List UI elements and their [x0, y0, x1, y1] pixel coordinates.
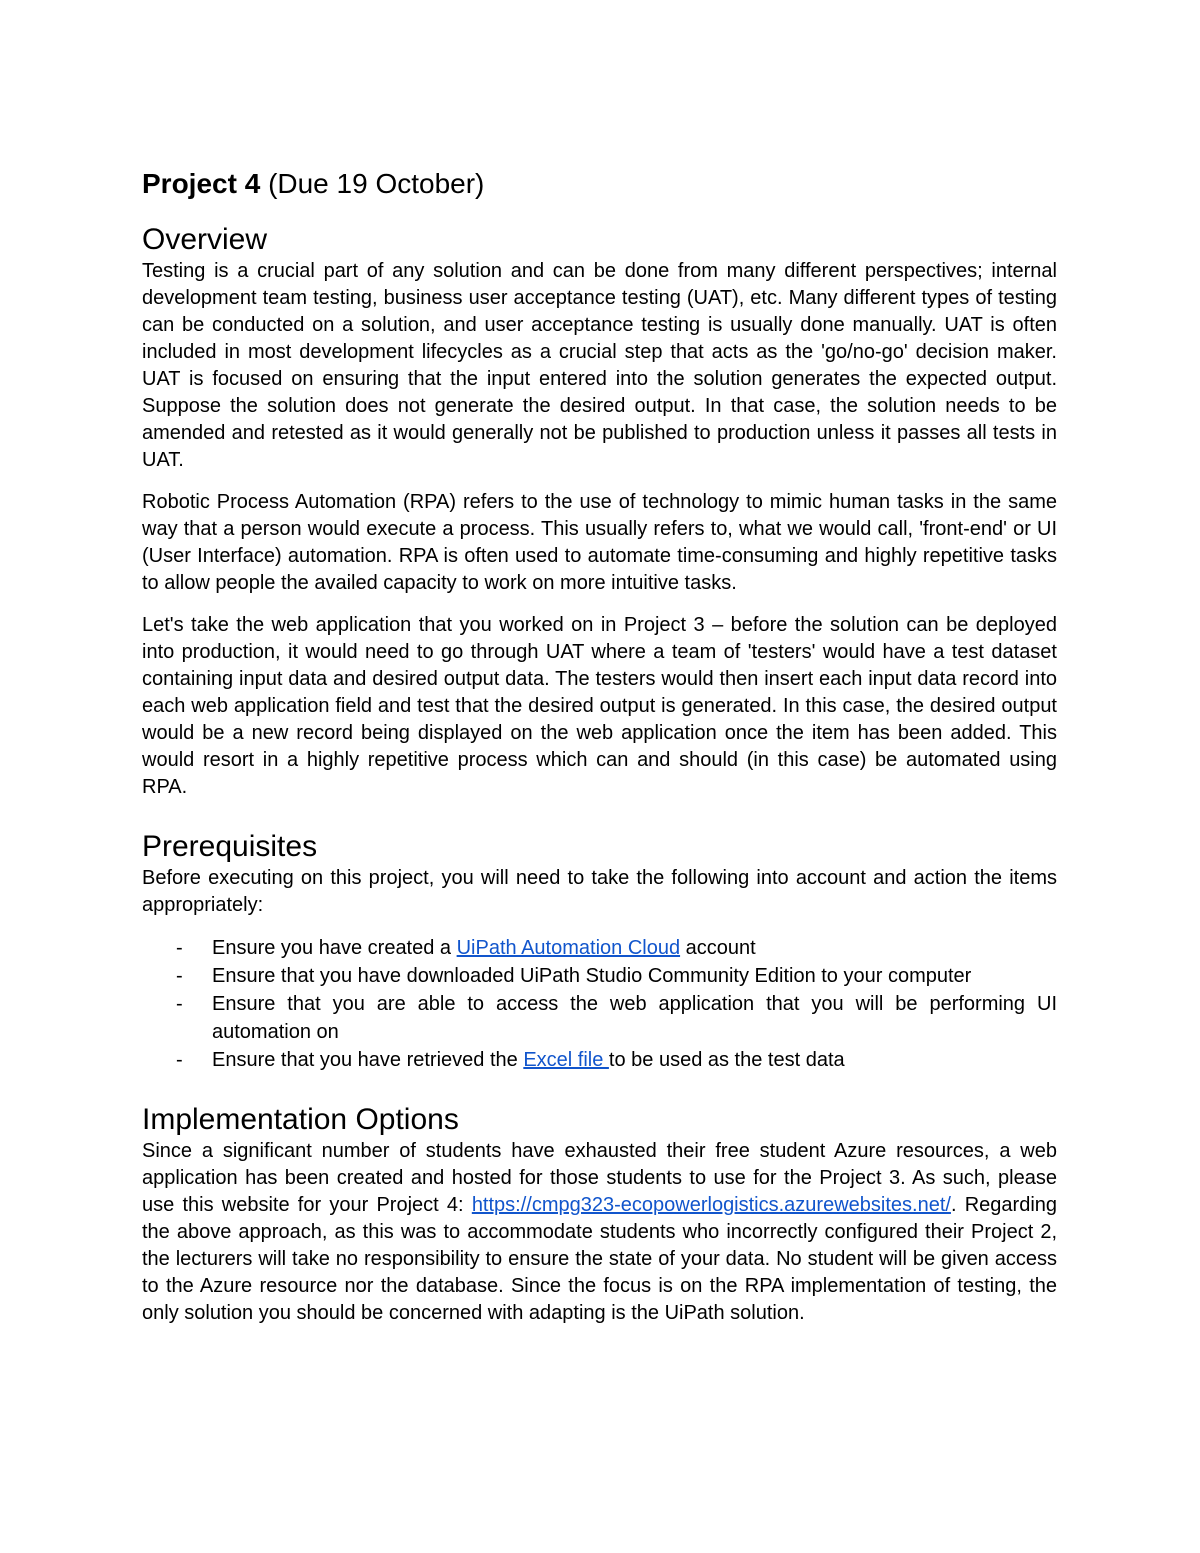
implementation-options-heading: Implementation Options — [142, 1103, 459, 1136]
uipath-automation-cloud-link[interactable]: UiPath Automation Cloud — [456, 937, 681, 959]
excel-file-link[interactable]: Excel file — [523, 1049, 609, 1071]
title-due-date: (Due 19 October) — [268, 168, 485, 199]
prerequisites-list — [142, 934, 1057, 1074]
overview-paragraph-2: Robotic Process Automation (RPA) refers to the use of technology to mimic human tasks in the same way that a person would execute a process. This usually refers to, what we would call, 'front-end' or UI (User Interface) automation. RPA is often used to automate time-consuming and highly repetitive tasks to allow people the availed capacity to work on more intuitive tasks. — [142, 491, 1057, 594]
list-item-text: account — [680, 937, 756, 959]
bullet-dash: - — [176, 965, 183, 987]
list-item — [142, 934, 1057, 962]
overview-heading: Overview — [142, 223, 268, 256]
document-title — [142, 166, 1057, 202]
list-item-text: Ensure that you have downloaded UiPath Studio Community Edition to your computer — [212, 965, 972, 987]
website-link[interactable]: https://cmpg323-ecopowerlogistics.azurewebsites.net/ — [471, 1194, 951, 1216]
list-item — [142, 962, 1057, 990]
list-item-text: Ensure that you are able to access the web application that you will be performing UI automation on — [212, 993, 1057, 1043]
implementation-text: . Regarding the above approach, as this was to accommodate students who incorrectly configured their Project 2, the lecturers will take no responsibility to ensure the state of your data. No student will be given access to the Azure resource nor the database. Since the focus is on the RPA implementation of testing, the only solution you should be concerned with adapting is the UiPath solution. — [142, 1194, 1058, 1324]
bullet-dash: - — [176, 937, 183, 959]
list-item — [142, 990, 1057, 1046]
list-item-text: to be used as the test data — [608, 1049, 845, 1071]
list-item — [142, 1046, 1057, 1074]
overview-paragraph-3: Let's take the web application that you worked on in Project 3 – before the solution can be deployed into production, it would need to go through UAT where a team of 'testers' would have a test dataset containing input data and desired output data. The testers would then insert each input data record into each web application field and test that the desired output is generated. In this case, the desired output would be a new record being displayed on the web application once the item has been added. This would resort in a highly repetitive process which can and should (in this case) be automated using RPA. — [142, 614, 1057, 798]
overview-paragraph-1: Testing is a crucial part of any solution and can be done from many different perspectives; internal development team testing, business user acceptance testing (UAT), etc. Many different types of testing can be conducted on a solution, and user acceptance testing is usually done manually. UAT is often included in most development lifecycles as a crucial step that acts as the 'go/no-go' decision maker. UAT is focused on ensuring that the input entered into the solution generates the expected output. Suppose the solution does not generate the desired output. In that case, the solution needs to be amended and retested as it would generally not be published to production unless it passes all tests in UAT. — [142, 260, 1057, 471]
implementation-text: Since a significant number of students have exhausted their free student Azure resources, a web application has been created and hosted for those students to use for the Project 3. As such, please use this website for your Project 4: — [142, 1140, 1057, 1216]
prerequisites-heading: Prerequisites — [142, 830, 318, 863]
document-page — [142, 166, 1057, 1327]
bullet-dash: - — [176, 1049, 183, 1071]
list-item-text: Ensure you have created a — [212, 937, 457, 959]
bullet-dash: - — [176, 993, 183, 1015]
implementation-paragraph — [142, 1138, 1057, 1327]
prerequisites-intro: Before executing on this project, you will need to take the following into account and action the items appropriately: — [142, 867, 1057, 916]
title-project-label: Project 4 — [142, 168, 261, 199]
list-item-text: Ensure that you have retrieved the — [212, 1049, 524, 1071]
